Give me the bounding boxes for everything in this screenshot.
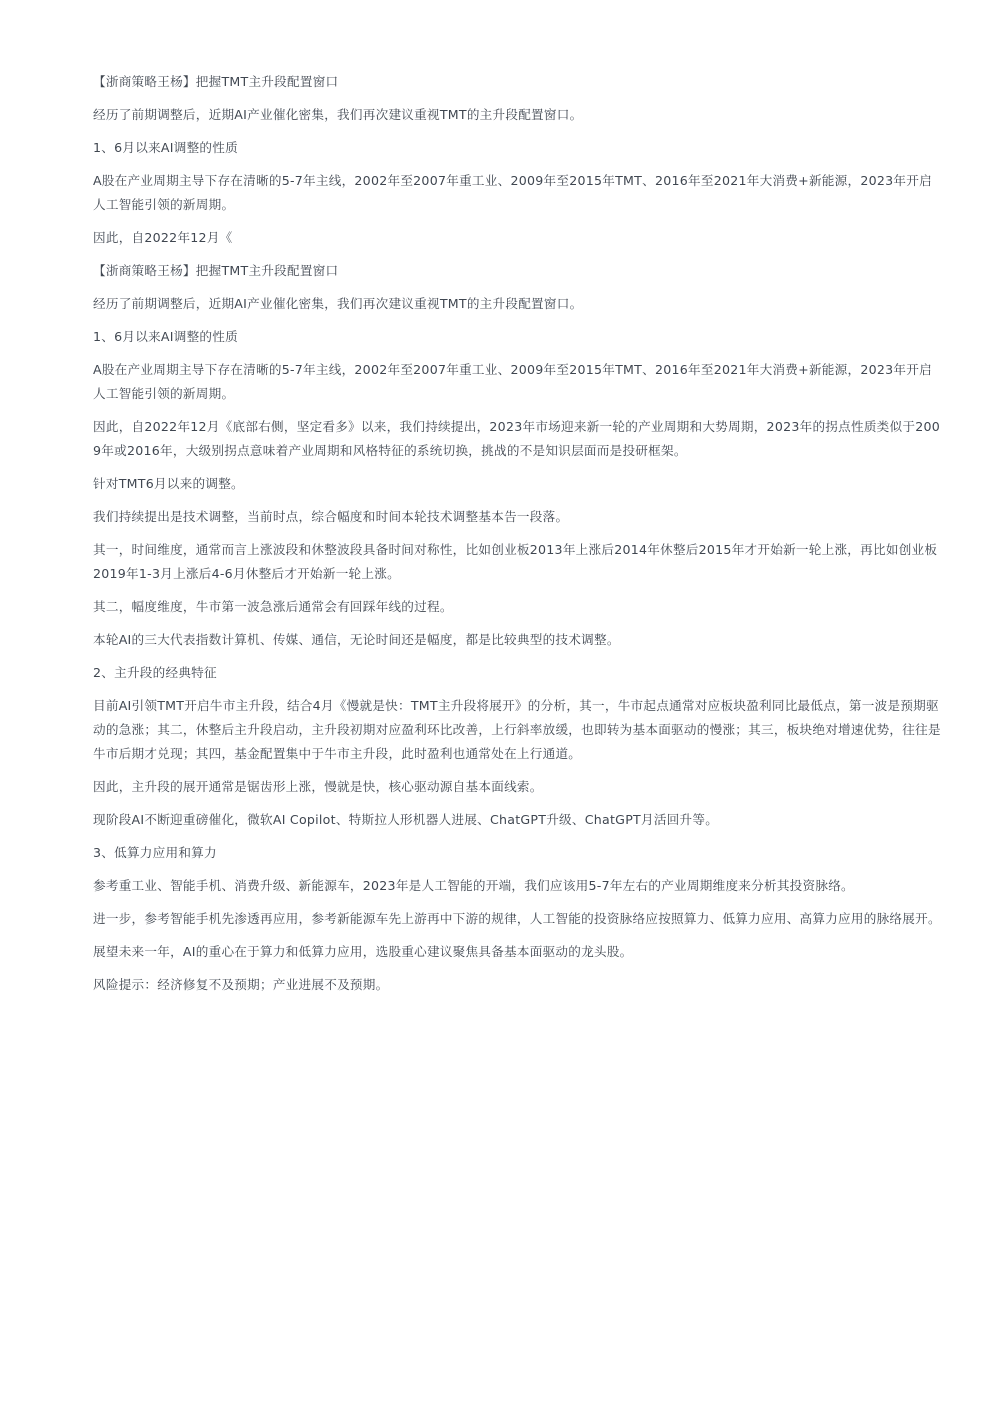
body-paragraph: 因此，自2022年12月《底部右侧，坚定看多》以来，我们持续提出，2023年市场迎来新一轮的产业周期和大势周期，2023年的拐点性质类似于2009年或2016年，大级别拐点意味着产业周期和风格特征的系统切换，挑战的不是知识层面而是投研框架。 xyxy=(93,419,941,458)
body-paragraph: 目前AI引领TMT开启牛市主升段，结合4月《慢就是快：TMT主升段将展开》的分析，其一，牛市起点通常对应板块盈利同比最低点，第一波是预期驱动的急涨；其二，休整后主升段启动，主升段初期对应盈利环比改善，上行斜率放缓，也即转为基本面驱动的慢涨；其三，板块绝对增速优势，往往是牛市后期才兑现；其四，基金配置集中于牛市主升段，此时盈利也通常处在上行通道。 xyxy=(93,698,941,761)
article-title: 【浙商策略王杨】把握TMT主升段配置窗口 xyxy=(93,74,339,89)
body-paragraph: A股在产业周期主导下存在清晰的5-7年主线，2002年至2007年重工业、2009年至2015年TMT、2016年至2021年大消费+新能源，2023年开启人工智能引领的新周期。 xyxy=(93,173,932,212)
risk-warning: 风险提示：经济修复不及预期；产业进展不及预期。 xyxy=(93,977,389,992)
article-body xyxy=(93,70,944,1006)
section-heading: 2、主升段的经典特征 xyxy=(93,665,217,680)
body-paragraph: 本轮AI的三大代表指数计算机、传媒、通信，无论时间还是幅度，都是比较典型的技术调整。 xyxy=(93,632,620,647)
body-paragraph: 其一，时间维度，通常而言上涨波段和休整波段具备时间对称性，比如创业板2013年上涨后2014年休整后2015年才开始新一轮上涨，再比如创业板2019年1-3月上涨后4-6月休整后才开始新一轮上涨。 xyxy=(93,542,938,581)
body-paragraph: 因此，自2022年12月《 xyxy=(93,230,233,245)
body-paragraph: A股在产业周期主导下存在清晰的5-7年主线，2002年至2007年重工业、2009年至2015年TMT、2016年至2021年大消费+新能源，2023年开启人工智能引领的新周期。 xyxy=(93,362,932,401)
article-title: 【浙商策略王杨】把握TMT主升段配置窗口 xyxy=(93,263,339,278)
intro-paragraph: 经历了前期调整后，近期AI产业催化密集，我们再次建议重视TMT的主升段配置窗口。 xyxy=(93,107,583,122)
section-heading: 1、6月以来AI调整的性质 xyxy=(93,329,238,344)
body-paragraph: 展望未来一年，AI的重心在于算力和低算力应用，选股重心建议聚焦具备基本面驱动的龙头股。 xyxy=(93,944,633,959)
section-heading: 1、6月以来AI调整的性质 xyxy=(93,140,238,155)
body-paragraph: 因此，主升段的展开通常是锯齿形上涨，慢就是快，核心驱动源自基本面线索。 xyxy=(93,779,543,794)
body-paragraph: 进一步，参考智能手机先渗透再应用，参考新能源车先上游再中下游的规律，人工智能的投资脉络应按照算力、低算力应用、高算力应用的脉络展开。 xyxy=(93,911,941,926)
section-heading: 3、低算力应用和算力 xyxy=(93,845,217,860)
body-paragraph: 其二，幅度维度，牛市第一波急涨后通常会有回踩年线的过程。 xyxy=(93,599,453,614)
body-paragraph: 参考重工业、智能手机、消费升级、新能源车，2023年是人工智能的开端，我们应该用5-7年左右的产业周期维度来分析其投资脉络。 xyxy=(93,878,854,893)
body-paragraph: 我们持续提出是技术调整，当前时点，综合幅度和时间本轮技术调整基本告一段落。 xyxy=(93,509,569,524)
intro-paragraph: 经历了前期调整后，近期AI产业催化密集，我们再次建议重视TMT的主升段配置窗口。 xyxy=(93,296,583,311)
body-paragraph: 针对TMT6月以来的调整。 xyxy=(93,476,244,491)
body-paragraph: 现阶段AI不断迎重磅催化，微软AI Copilot、特斯拉人形机器人进展、ChatGPT升级、ChatGPT月活回升等。 xyxy=(93,812,719,827)
